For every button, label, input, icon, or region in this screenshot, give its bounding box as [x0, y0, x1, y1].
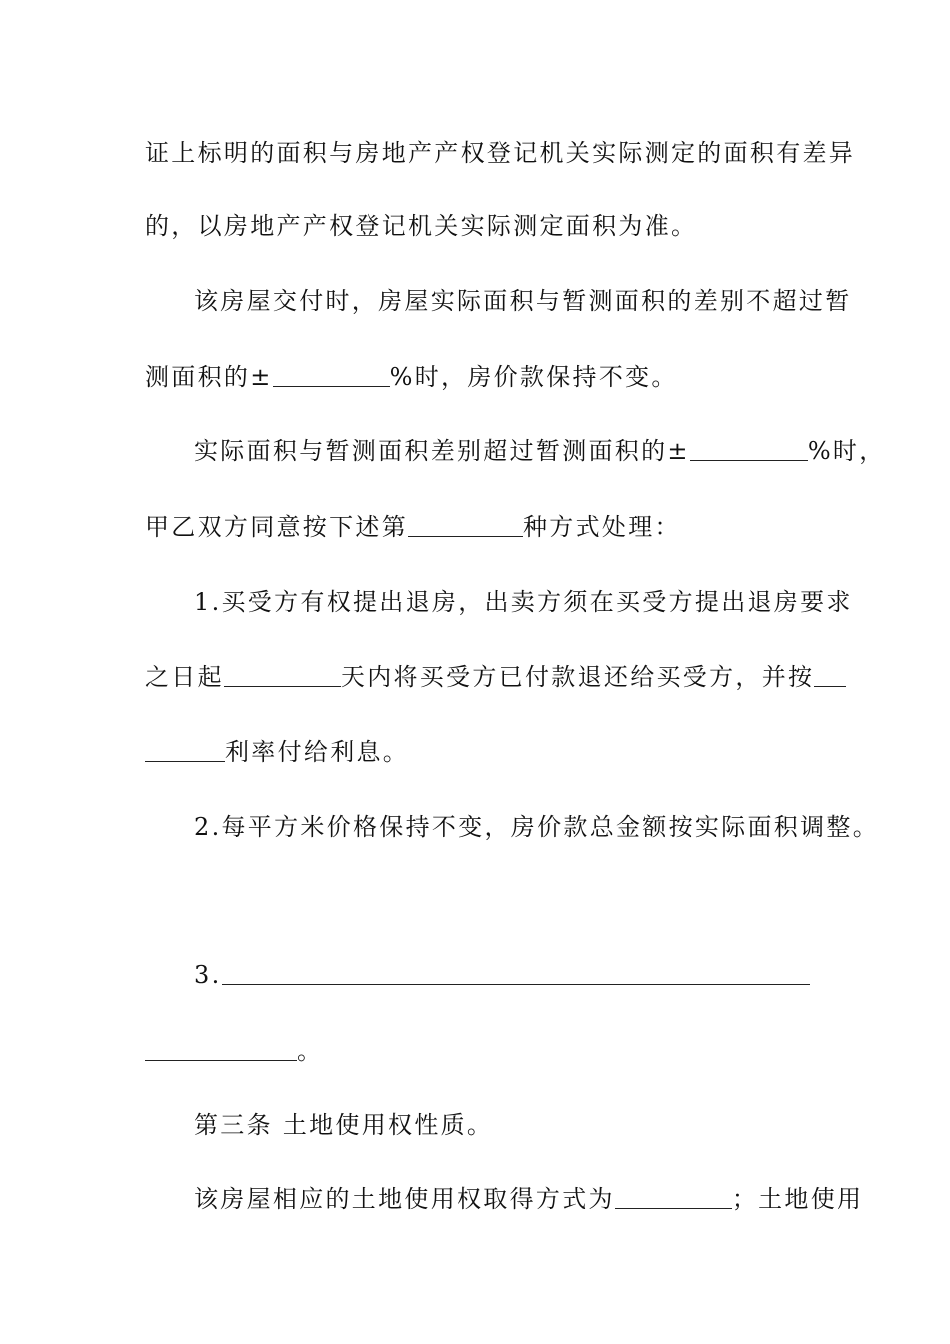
- paragraph-line: [145, 512, 681, 542]
- text: 第三条 土地使用权性质。: [194, 1111, 494, 1139]
- text: ；土地使用: [731, 1185, 864, 1213]
- text: 种方式处理：: [523, 513, 681, 541]
- text: 2.每平方米价格保持不变，房价款总金额按实际面积调整。: [194, 813, 879, 841]
- fill-in-blank[interactable]: [145, 1038, 297, 1061]
- text: 利率付给利息。: [225, 738, 410, 766]
- paragraph-line: [194, 286, 852, 316]
- fill-in-blank[interactable]: [273, 364, 390, 387]
- paragraph-line: [145, 362, 678, 392]
- text: 之日起: [145, 663, 224, 691]
- paragraph-line: [145, 138, 855, 168]
- fill-in-blank[interactable]: [145, 739, 225, 762]
- paragraph-line: [145, 1036, 323, 1066]
- text: 证上标明的面积与房地产产权登记机关实际测定的面积有差异: [145, 139, 856, 167]
- text: %时，: [807, 437, 886, 465]
- text: 实际面积与暂测面积差别超过暂测面积的±: [194, 437, 690, 465]
- paragraph-line: [194, 812, 879, 842]
- paragraph-line: [194, 587, 853, 617]
- fill-in-blank[interactable]: [690, 438, 808, 461]
- paragraph-line: [145, 211, 697, 241]
- paragraph-line: [194, 436, 886, 466]
- paragraph-line: [194, 1184, 863, 1214]
- text: 甲乙双方同意按下述第: [145, 513, 408, 541]
- text: 的，以房地产产权登记机关实际测定面积为准。: [145, 212, 698, 240]
- text: 天内将买受方已付款退还给买受方，并按: [340, 663, 815, 691]
- fill-in-blank[interactable]: [615, 1186, 732, 1209]
- fill-in-blank[interactable]: [224, 664, 341, 687]
- text: 测面积的±: [145, 363, 273, 391]
- paragraph-line: [145, 737, 409, 767]
- text: 1.买受方有权提出退房，出卖方须在买受方提出退房要求: [194, 588, 853, 616]
- text: 该房屋交付时，房屋实际面积与暂测面积的差别不超过暂: [194, 287, 852, 315]
- paragraph-line: [194, 960, 810, 990]
- text: 3.: [194, 961, 222, 989]
- section-heading: [194, 1110, 493, 1140]
- fill-in-blank[interactable]: [408, 514, 523, 537]
- text: 。: [297, 1037, 324, 1065]
- text: 该房屋相应的土地使用权取得方式为: [194, 1185, 615, 1213]
- fill-in-blank[interactable]: [222, 962, 810, 985]
- text: %时，房价款保持不变。: [389, 363, 678, 391]
- paragraph-line: [145, 662, 846, 692]
- fill-in-blank[interactable]: [814, 664, 846, 687]
